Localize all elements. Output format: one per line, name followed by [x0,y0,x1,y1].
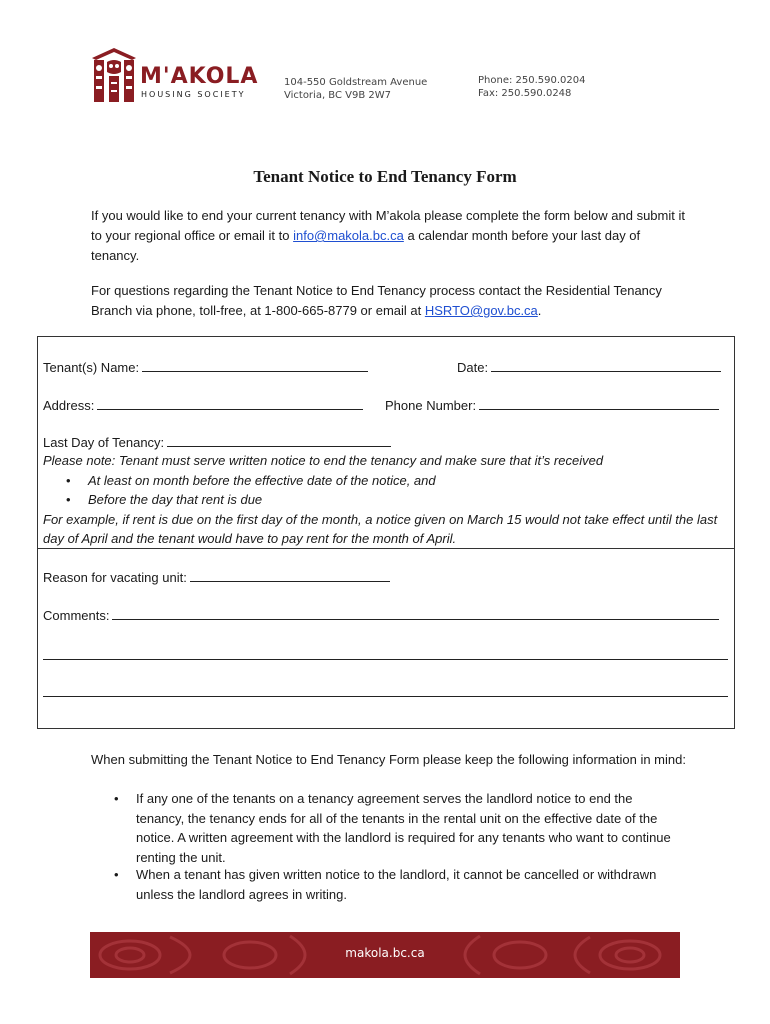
address-row [43,396,363,415]
footer-banner [90,932,680,978]
tenant-name-field[interactable] [142,358,368,372]
hsrto-email-link[interactable]: HSRTO@gov.bc.ca [424,303,538,318]
address-field[interactable] [97,396,363,410]
footer-url[interactable]: makola.bc.ca [345,946,425,960]
phone-row [385,396,719,415]
notice-bullet [66,471,436,490]
phone-field[interactable] [479,396,719,410]
last-day-label: Last Day of Tenancy: [43,435,165,450]
form-divider [38,548,734,549]
info-bullet [114,789,681,867]
date-label: Date: [457,360,489,375]
bullet-icon: • [114,867,119,882]
submission-info: When submitting the Tenant Notice to End Tenancy Form please keep the following information in mind: [91,752,686,767]
address-label: Address: [43,398,95,413]
comments-field[interactable] [112,606,719,620]
reason-label: Reason for vacating unit: [43,570,187,585]
notice-note: Please note: Tenant must serve written notice to end the tenancy and make sure that it’s received [43,453,604,468]
questions-text: For questions regarding the Tenant Notice to End Tenancy process contact the Residential Tenancy Branch via phone, toll-free, at 1-800-665-8779 or email at [91,283,662,318]
tenant-name-label: Tenant(s) Name: [43,360,140,375]
date-row [457,358,721,377]
reason-row [43,568,390,587]
comments-row [43,606,719,625]
questions-paragraph [91,281,691,321]
last-day-field[interactable] [167,433,391,447]
tenant-name-row [43,358,368,377]
comments-line[interactable] [43,696,728,697]
office-address [284,76,427,102]
fax-text: Fax: 250.590.0248 [478,88,572,99]
info-bullet-text: When a tenant has given written notice to the landlord, it cannot be cancelled or withdrawn unless the landlord agrees in writing. [136,867,657,902]
tenant-form [37,336,735,729]
address-line-1: 104-550 Goldstream Avenue [284,77,428,88]
bullet-icon: • [66,473,71,488]
bullet-icon: • [114,791,119,806]
last-day-row [43,433,391,452]
notice-bullet-text: At least on month before the effective date of the notice, and [88,473,436,488]
intro-paragraph [91,206,691,266]
letterhead [0,0,770,120]
date-field[interactable] [491,358,721,372]
phone-label: Phone Number: [385,398,477,413]
info-bullet-text: If any one of the tenants on a tenancy agreement serves the landlord notice to end the tenancy, the tenancy ends for all of the tenants in the rental unit on the effective date of the notice. A written agreement with the landlord is required for any tenants who want to continue renting the unit. [136,791,671,865]
phone-text: Phone: 250.590.0204 [478,75,586,86]
reason-field[interactable] [190,568,390,582]
form-title: Tenant Notice to End Tenancy Form [253,167,517,186]
office-contact [478,74,586,100]
intro-text: If you would like to end your current tenancy with M’akola please complete the form below and submit it to your regional office or email it to [91,208,685,243]
logo-name: M'AKOLA [140,64,259,89]
info-bullet [114,865,681,904]
example-note: For example, if rent is due on the first day of the month, a notice given on March 15 would not take effect until the last day of April and the tenant would have to pay rent for the month of April. [43,512,718,546]
comments-label: Comments: [43,608,110,623]
notice-bullet [66,490,263,509]
address-line-2: Victoria, BC V9B 2W7 [284,90,392,101]
notice-bullet-text: Before the day that rent is due [88,492,263,507]
intro-text-end: a calendar month before your last day of tenancy. [91,228,641,263]
bullet-icon: • [66,492,71,507]
info-email-link[interactable]: info@makola.bc.ca [293,228,404,243]
comments-line[interactable] [43,659,728,660]
questions-text-end: . [537,303,542,318]
logo-subtitle: HOUSING SOCIETY [141,90,246,99]
